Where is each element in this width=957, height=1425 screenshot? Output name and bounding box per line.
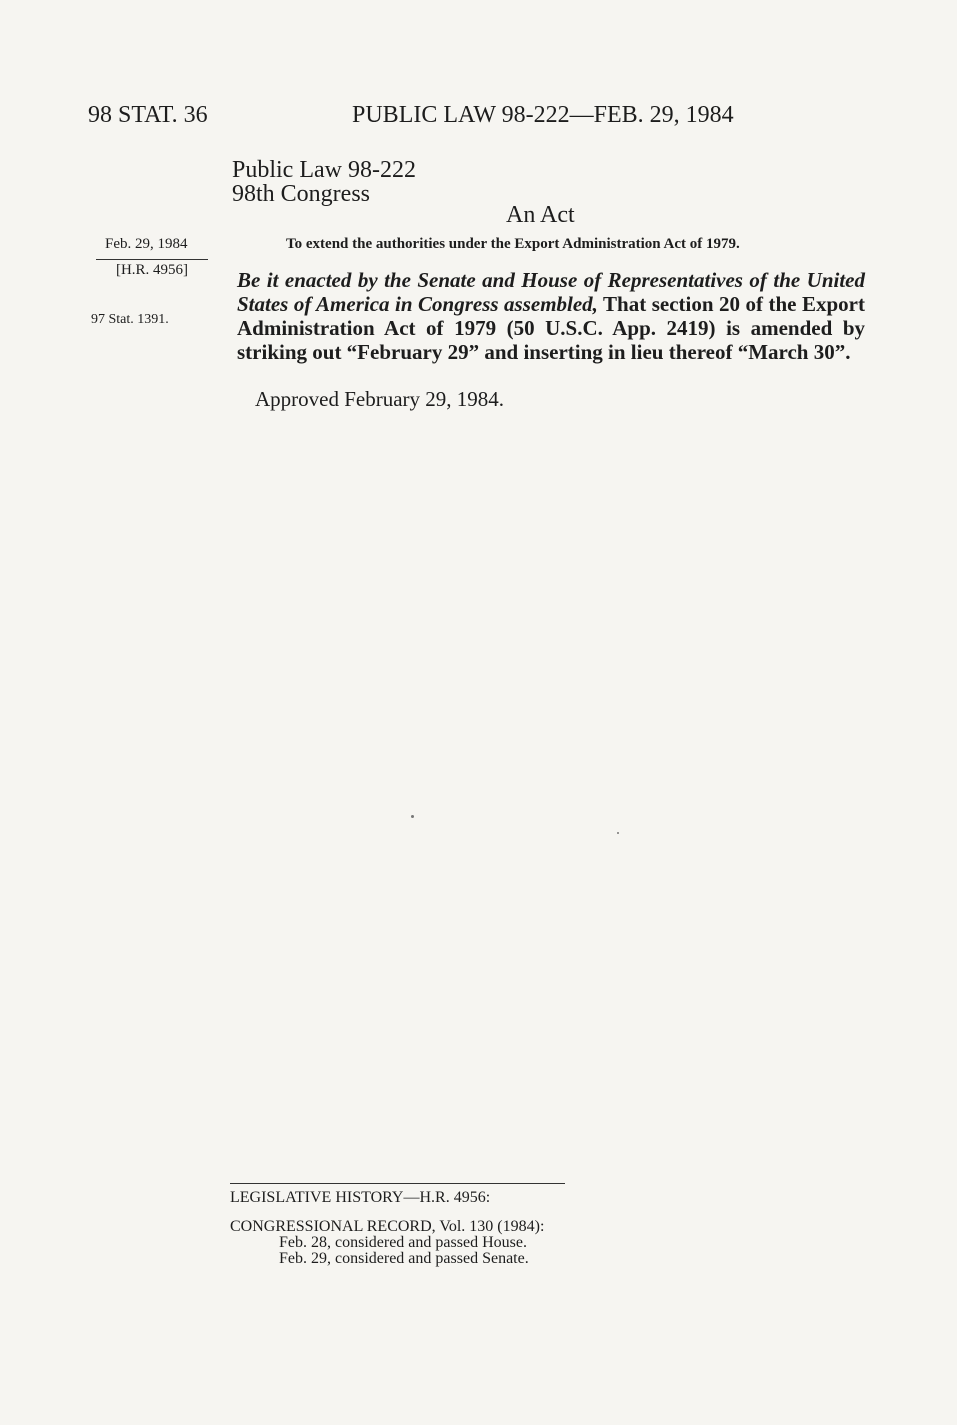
history-entry: Feb. 28, considered and passed House. xyxy=(279,1234,527,1251)
public-law-title: Public Law 98-222 xyxy=(232,157,416,183)
legislative-history-heading: LEGISLATIVE HISTORY—H.R. 4956: xyxy=(230,1189,491,1206)
stat-page-number: 98 STAT. 36 xyxy=(88,102,208,128)
margin-bill-number: [H.R. 4956] xyxy=(96,259,208,279)
congress-label: 98th Congress xyxy=(232,181,370,207)
section-text: That section 20 of the Export Administration Act of 1979 (50 U.S.C. App. 2419) is amended by striking out “February 29” and inserting in lieu thereof “March 30”. xyxy=(237,292,865,364)
act-purpose: To extend the authorities under the Export Administration Act of 1979. xyxy=(286,236,740,252)
margin-stat-citation: 97 Stat. 1391. xyxy=(91,312,169,327)
margin-date: Feb. 29, 1984 xyxy=(105,236,188,252)
print-speck xyxy=(617,832,619,834)
footnote-rule xyxy=(230,1183,565,1184)
running-header: PUBLIC LAW 98-222—FEB. 29, 1984 xyxy=(352,102,734,128)
print-speck xyxy=(411,815,414,818)
act-heading: An Act xyxy=(506,202,575,228)
history-entry: Feb. 29, considered and passed Senate. xyxy=(279,1250,529,1267)
approval-date: Approved February 29, 1984. xyxy=(255,387,505,411)
congressional-record-line: CONGRESSIONAL RECORD, Vol. 130 (1984): xyxy=(230,1218,545,1235)
enacting-text xyxy=(237,268,865,364)
enacting-clause: Be it enacted by the Senate and House of Representatives of the United States of America in Congress assembled, xyxy=(237,268,865,316)
